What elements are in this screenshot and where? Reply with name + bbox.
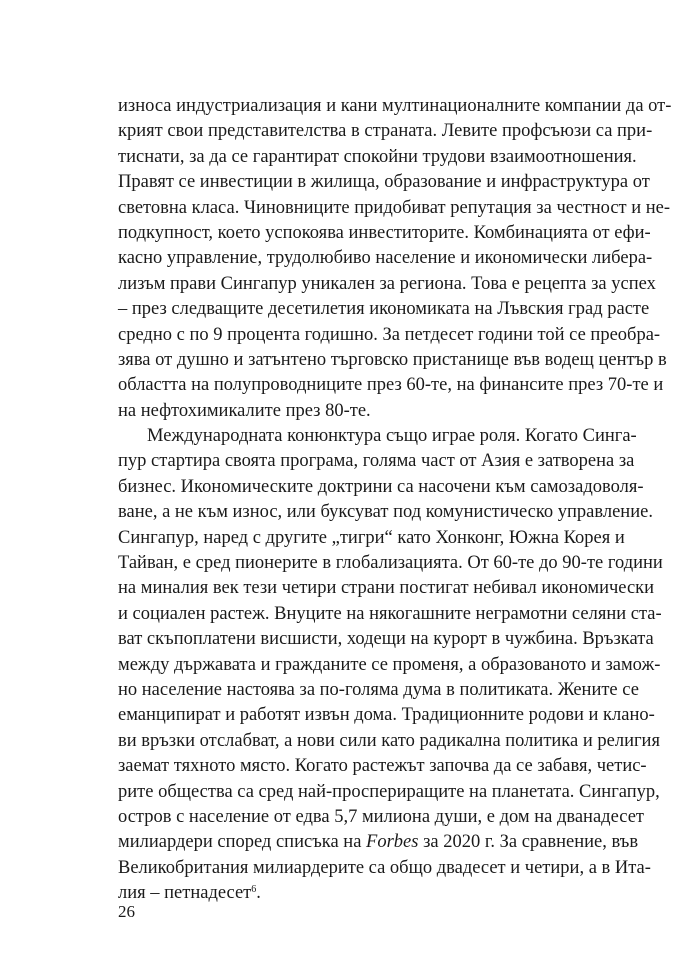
paragraph-start-line: Международната конюнктура също играе роля. Когато Синга-	[147, 426, 637, 447]
page-number: 26	[118, 902, 135, 921]
text-line: ване, а не към износ, или буксуват под комунистическо управление.	[118, 502, 653, 523]
body-text	[118, 94, 672, 907]
text-line: Правят се инвестиции в жилища, образование и инфраструктура от	[118, 172, 650, 193]
text-line: ви връзки отслабват, а нови сили като радикална политика и религия	[118, 730, 660, 751]
line-start: милиардери според списъка на	[118, 832, 362, 853]
text-line: еманципират и работят извън дома. Традиционните родови и клано-	[118, 705, 655, 726]
text-line: крият свои представителства в страната. Левите профсъюзи са при-	[118, 121, 653, 142]
final-period: .	[256, 883, 261, 904]
text-line: областта на полупроводниците през 60-те, на финансите през 70-те и	[118, 375, 664, 396]
text-line: Великобритания милиардерите са общо двадесет и четири, а в Ита-	[118, 857, 651, 878]
text-line: касно управление, трудолюбиво население и икономически либера-	[118, 248, 653, 269]
footnote-marker[interactable]: 6	[251, 884, 257, 896]
text-line: между държавата и гражданите се променя, а образованото и замож-	[118, 654, 661, 675]
text-line: подкупност, което успокоява инвеститорите. Комбинацията от ефи-	[118, 222, 651, 243]
text-line: – през следващите десетилетия икономиката на Лъвския град расте	[118, 299, 650, 320]
last-line-text: лия – петнадесет	[118, 883, 252, 904]
text-line: на миналия век тези четири страни постигат небивал икономически	[118, 578, 655, 599]
text-line: световна класа. Чиновниците придобиват репутация за честност и не-	[118, 197, 671, 218]
text-line: ват скъпоплатени висшисти, ходещи на курорт в чужбина. Връзката	[118, 629, 654, 650]
text-line-with-forbes	[118, 830, 639, 855]
text-line: Сингапур, наред с другите „тигри“ като Хонконг, Южна Корея и	[118, 527, 625, 548]
text-line: рите общества са сред най-проспериращите на планетата. Сингапур,	[118, 781, 660, 802]
line-end: за 2020 г. За сравнение, във	[418, 832, 639, 853]
text-line: средно с по 9 процента годишно. За петдесет години той се преобра-	[118, 324, 661, 345]
forbes-title: Forbes	[366, 832, 419, 853]
text-line: Тайван, е сред пионерите в глобализацията. От 60-те до 90-те години	[118, 553, 663, 574]
text-line: бизнес. Икономическите доктрини са насочени към самозадоволя-	[118, 476, 644, 497]
text-line: остров с население от едва 5,7 милиона души, е дом на дванадесет	[118, 806, 644, 827]
text-line: зява от душно и затънтено търговско пристанище във водещ център в	[118, 349, 667, 370]
text-line: заемат тяхното място. Когато растежът започва да се забавя, четис-	[118, 756, 647, 777]
paragraph-end-line	[118, 881, 582, 906]
text-line: лизъм прави Сингапур уникален за региона. Това е рецепта за успех	[118, 273, 656, 294]
text-line: и социален растеж. Внуците на някогашните неграмотни селяни ста-	[118, 603, 662, 624]
text-line: пур стартира своята програма, голяма част от Азия е затворена за	[118, 451, 635, 472]
text-line: но население настоява за по-голяма дума в политиката. Жените се	[118, 679, 639, 700]
text-line: тиснати, за да се гарантират спокойни трудови взаимоотношения.	[118, 146, 637, 167]
paragraph-end-line: на нефтохимикалите през 80-те.	[118, 400, 371, 421]
text-line: износа индустриализация и кани мултинационалните компании да от-	[118, 96, 672, 116]
